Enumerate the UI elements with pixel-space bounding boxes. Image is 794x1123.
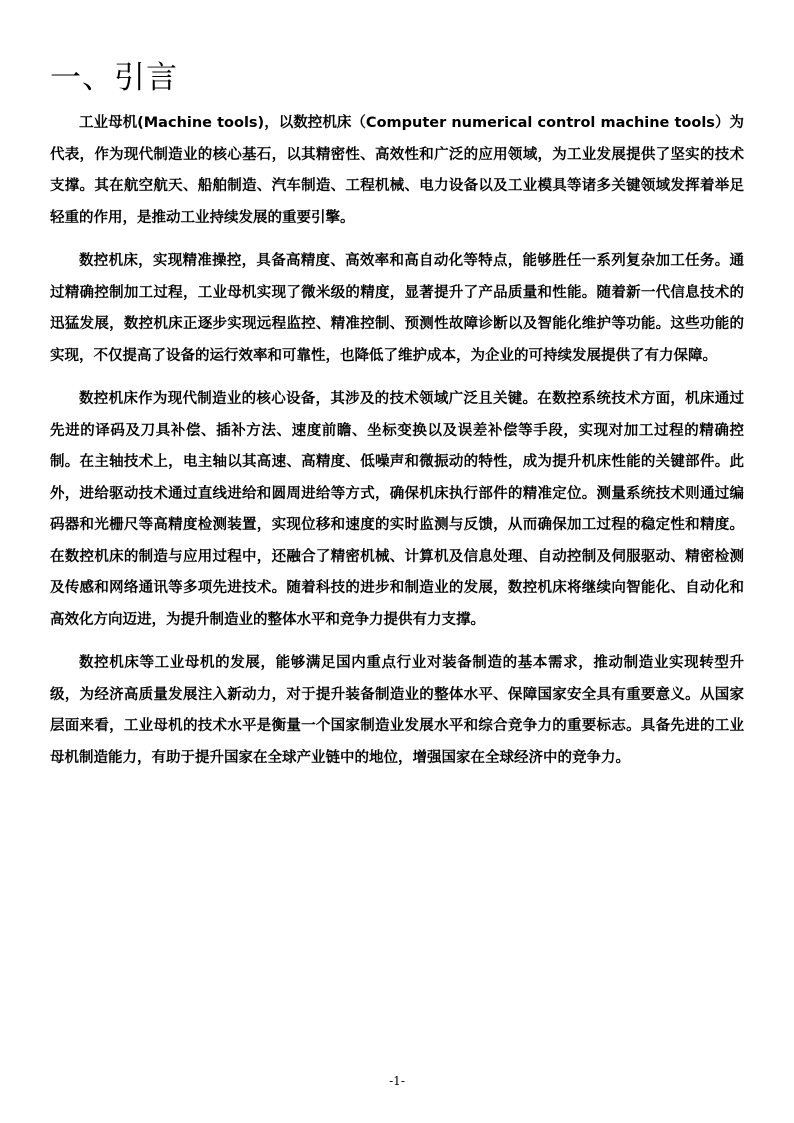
paragraph-2: 数控机床，实现精准操控，具备高精度、高效率和高自动化等特点，能够胜任一系列复杂加工任务。通过精确控制加工过程，工业母机实现了微米级的精度，显著提升了产品质量和性能。随着新一代信息技术的迅猛发展，数控机床正逐步实现远程监控、精准控制、预测性故障诊断以及智能化维护等功能。这些功能的实现，不仅提高了设备的运行效率和可靠性，也降低了维护成本，为企业的可持续发展提供了有力保障。 bbox=[50, 253, 744, 364]
body-text bbox=[50, 108, 744, 786]
paragraph-4: 数控机床等工业母机的发展，能够满足国内重点行业对装备制造的基本需求，推动制造业实现转型升级，为经济高质量发展注入新动力，对于提升装备制造业的整体水平、保障国家安全具有重要意义。从国家层面来看，工业母机的技术水平是衡量一个国家制造业发展水平和综合竞争力的重要标志。具备先进的工业母机制造能力，有助于提升国家在全球产业链中的地位，增强国家在全球经济中的竞争力。 bbox=[50, 655, 744, 766]
paragraph-1: 工业母机(Machine tools)，以数控机床（Computer numerical control machine tools）为代表，作为现代制造业的核心基石，以其精密性、高效性和广泛的应用领域，为工业发展提供了坚实的技术支撑。其在航空航天、船舶制造、汽车制造、工程机械、电力设备以及工业模具等诸多关键领域发挥着举足轻重的作用，是推动工业持续发展的重要引擎。 bbox=[50, 115, 744, 226]
section-title: 一、引言 bbox=[50, 60, 178, 96]
page-number: -1- bbox=[389, 1074, 405, 1088]
paragraph-3: 数控机床作为现代制造业的核心设备，其涉及的技术领域广泛且关键。在数控系统技术方面，机床通过先进的译码及刀具补偿、插补方法、速度前瞻、坐标变换以及误差补偿等手段，实现对加工过程的精确控制。在主轴技术上，电主轴以其高速、高精度、低噪声和微振动的特性，成为提升机床性能的关键部件。此外，进给驱动技术通过直线进给和圆周进给等方式，确保机床执行部件的精准定位。测量系统技术则通过编码器和光栅尺等高精度检测装置，实现位移和速度的实时监测与反馈，从而确保加工过程的稳定性和精度。在数控机床的制造与应用过程中，还融合了精密机械、计算机及信息处理、自动控制及伺服驱动、精密检测及传感和网络通讯等多项先进技术。随着科技的进步和制造业的发展，数控机床将继续向智能化、自动化和高效化方向迈进，为提升制造业的整体水平和竞争力提供有力支撑。 bbox=[50, 391, 744, 628]
